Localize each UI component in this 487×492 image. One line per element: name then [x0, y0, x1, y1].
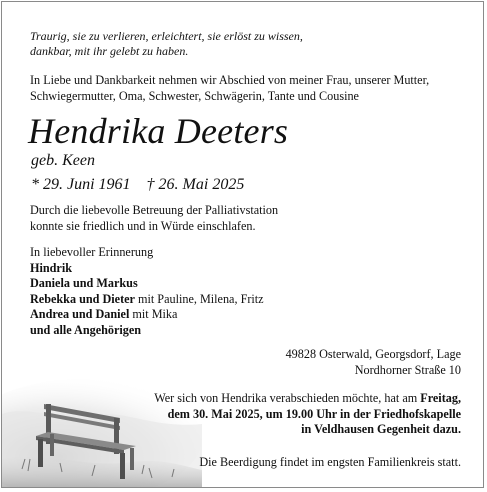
intro-line: Schwiegermutter, Oma, Schwester, Schwägerin, Tante und Cousine [30, 88, 359, 103]
family-member-children: mit Pauline, Milena, Fritz [134, 291, 264, 306]
farewell-info [154, 391, 461, 438]
care-line: konnte sie friedlich und in Würde einschlafen. [30, 218, 256, 233]
address-block [286, 347, 461, 378]
family-list [30, 245, 264, 338]
intro-line: In Liebe und Dankbarkeit nehmen wir Abschied von meiner Frau, unserer Mutter, [30, 73, 430, 87]
family-member: Daniela und Markus [30, 276, 138, 290]
address-line: Nordhorner Straße 10 [354, 362, 461, 377]
deceased-name: Hendrika Deeters [28, 111, 289, 151]
quote-line: dankbar, mit ihr gelebt zu haben. [30, 44, 189, 58]
funeral-note: Die Beerdigung findet im engsten Familienkreis statt. [199, 455, 461, 469]
farewell-line: in Veldhausen Gegenheit dazu. [301, 422, 461, 436]
intro-text [30, 73, 429, 104]
family-heading: In liebevoller Erinnerung [30, 245, 154, 259]
memorial-quote [30, 29, 303, 59]
care-line: Durch die liebevolle Betreuung der Palliativstation [30, 203, 279, 217]
care-text [30, 203, 278, 234]
family-member-children: mit Mika [129, 307, 178, 321]
farewell-line: dem 30. Mai 2025, um 19.00 Uhr in der Friedhofskapelle [167, 406, 461, 421]
family-member: und alle Angehörigen [30, 322, 142, 337]
birth-date: * 29. Juni 1961 [31, 176, 131, 193]
obituary-notice [1, 1, 484, 488]
quote-line: Traurig, sie zu verlieren, erleichtert, sie erlöst zu wissen, [30, 29, 303, 43]
birth-name: geb. Keen [31, 152, 95, 169]
family-member: Rebekka und Dieter [30, 291, 135, 306]
address-line: 49828 Osterwald, Georgsdorf, Lage [285, 347, 461, 361]
life-dates [31, 175, 244, 194]
death-date: † 26. Mai 2025 [146, 176, 245, 193]
family-member: Hindrik [30, 260, 72, 275]
family-member: Andrea und Daniel [30, 307, 130, 321]
farewell-line: Wer sich von Hendrika verabschieden möchte, hat am [154, 391, 421, 405]
farewell-day: Freitag, [420, 391, 461, 405]
